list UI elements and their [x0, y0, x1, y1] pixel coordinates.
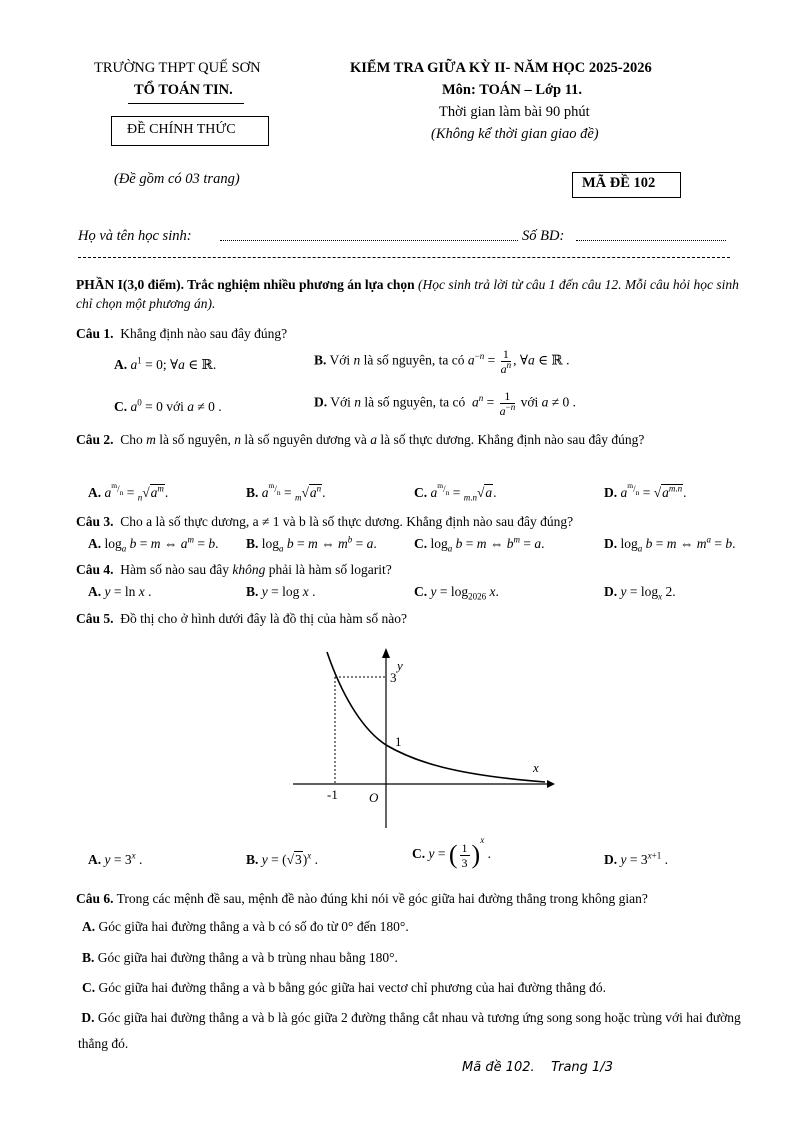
question-label: Câu 1. [76, 326, 114, 341]
question-1 [76, 324, 756, 343]
q5-option-d[interactable]: D. $y = 3^{x+1}$ . [604, 850, 668, 867]
option-text: Góc giữa hai đường thẳng a và b có số đo từ 0° đến 180°. [98, 919, 409, 934]
department-underline [128, 103, 244, 104]
question-5 [76, 609, 756, 628]
question-text: Cho a là số thực dương, a ≠ 1 và b là số thực dương. Khẳng định nào sau đây đúng? [120, 514, 574, 529]
tick-label-1: 1 [395, 734, 402, 749]
q1-option-a[interactable]: A. $a^1 = 0$; ∀a ∈ ℝ. [114, 355, 217, 372]
function-graph [285, 640, 565, 835]
sbd-dots [576, 240, 726, 241]
student-name-label: Họ và tên học sinh: [78, 228, 192, 244]
page-footer: Mã đề 102. Trang 1/3 [462, 1060, 613, 1075]
question-3 [76, 512, 756, 531]
q4-option-b[interactable]: B. y = log x . [246, 584, 316, 599]
q6-option-d[interactable]: D. Góc giữa hai đường thẳng a và b là góc giữa 2 đường thẳng cắt nhau và tương ứng song song hoặc trùng với hai đường thẳng đó. [78, 1010, 741, 1051]
question-4 [76, 560, 756, 579]
q2-option-b[interactable]: B. $a^{^m/_n} = _m√a^n$. [246, 480, 326, 503]
student-name-dots [220, 240, 518, 241]
q6-option-a[interactable]: A. Góc giữa hai đường thẳng a và b có số đo từ 0° đến 180°. [82, 919, 409, 934]
question-label: Câu 4. [76, 562, 114, 577]
q2-option-a[interactable]: A. $a^{^m/_n} = _n√a^m$. [88, 480, 169, 503]
exam-code: MÃ ĐỀ 102 [582, 175, 656, 191]
q6-option-b[interactable]: B. Góc giữa hai đường thẳng a và b trùng nhau bằng 180°. [82, 950, 398, 965]
question-6 [76, 889, 756, 908]
q5-option-c[interactable]: C. y = ( $\frac{1}{3}$ )$^x$ . [412, 835, 491, 870]
q6-option-c[interactable]: C. Góc giữa hai đường thẳng a và b bằng góc giữa hai vectơ chỉ phương của hai đường thẳng đó. [82, 980, 607, 995]
question-text: Khẳng định nào sau đây đúng? [120, 326, 288, 341]
y-axis-label: y [397, 658, 403, 673]
question-text: không [232, 562, 266, 577]
question-text: là số thực dương. Khẳng định nào sau đây đúng? [380, 432, 645, 447]
department-name: TỔ TOÁN TIN. [134, 82, 233, 98]
sbd-label: Số BD: [522, 228, 565, 244]
q1-option-b[interactable]: B. Với n là số nguyên, ta có $a^{-n}$ = $\frac{1}{a^n}$ , ∀a ∈ ℝ . [314, 347, 570, 376]
question-label: Câu 6. [76, 891, 114, 906]
option-text: Góc giữa hai đường thẳng a và b là góc giữa 2 đường thẳng cắt nhau và tương ứng song song hoặc trùng với hai đường thẳng đó. [78, 1010, 741, 1051]
question-text: phải là hàm số logarit? [268, 562, 392, 577]
option-text: Góc giữa hai đường thẳng a và b bằng góc giữa hai vectơ chỉ phương của hai đường thẳng đó. [98, 980, 607, 995]
q1-option-c[interactable]: C. $a^0 = 0$ với a ≠ 0 . [114, 397, 222, 414]
subject: Môn: TOÁN – Lớp 11. [442, 82, 583, 98]
separator-line [78, 257, 730, 258]
q2-option-c[interactable]: C. $a^{^m/_n} = _{m.n}√a$. [414, 480, 497, 503]
q1-option-d[interactable]: D. Với n là số nguyên, ta có $a^n$ = $\frac{1}{a^{-n}}$ với a ≠ 0 . [314, 389, 577, 418]
q4-option-c[interactable]: C. $y = \log_{2026} x$. [414, 584, 499, 602]
curve [327, 652, 545, 782]
pages-note: (Đề gồm có 03 trang) [114, 171, 240, 187]
q5-option-b[interactable]: B. $y = (√3)^x$ . [246, 850, 319, 867]
q5-option-a[interactable]: A. $y = 3^x$ . [88, 850, 143, 867]
official-label: ĐỀ CHÍNH THỨC [127, 122, 236, 137]
tick-label-neg1: -1 [327, 787, 338, 802]
x-axis-label: x [533, 760, 539, 775]
question-label: Câu 5. [76, 611, 114, 626]
x-axis-arrow [547, 780, 555, 788]
option-text: Góc giữa hai đường thẳng a và b trùng nhau bằng 180°. [97, 950, 398, 965]
q4-option-a[interactable]: A. y = ln x . [88, 584, 152, 599]
tick-label-3: 3 [390, 670, 397, 685]
exam-title: KIỂM TRA GIỮA KỲ II- NĂM HỌC 2025-2026 [350, 60, 652, 76]
question-text: là số nguyên dương và [244, 432, 367, 447]
q3-option-b[interactable]: B. $\log_a b = m$ ⇔ $m^b = a$. [246, 534, 377, 554]
q4-option-d[interactable]: D. $y = \log_x 2$. [604, 584, 676, 602]
q3-option-d[interactable]: D. $\log_a b = m$ ⇔ $m^a = b$. [604, 534, 736, 554]
q2-option-d[interactable]: D. $a^{^m/_n} = √a^{m.n}$. [604, 480, 687, 500]
question-text: Trong các mệnh đề sau, mệnh đề nào đúng khi nói về góc giữa hai đường thẳng trong không gian? [116, 891, 648, 906]
part1-heading [76, 275, 756, 313]
question-label: Câu 2. [76, 432, 114, 447]
part1-title: PHẦN I(3,0 điểm). Trắc nghiệm nhiều phương án lựa chọn [76, 277, 415, 292]
question-text: là số nguyên, [159, 432, 231, 447]
part1-note: (Học sinh trả lời từ câu 1 đến câu 12. Mỗi câu hỏi học sinh chỉ chọn một phương án). [76, 277, 739, 311]
question-text: Hàm số nào sau đây [120, 562, 229, 577]
school-name: TRƯỜNG THPT QUẾ SƠN [94, 60, 261, 76]
q3-option-c[interactable]: C. $\log_a b = m$ ⇔ $b^m = a$. [414, 534, 545, 554]
question-text: Đồ thị cho ở hình dưới đây là đồ thị của hàm số nào? [120, 611, 407, 626]
question-label: Câu 3. [76, 514, 114, 529]
duration: Thời gian làm bài 90 phút [439, 104, 590, 120]
question-text: Cho [120, 432, 143, 447]
origin-label: O [369, 790, 379, 805]
question-2: Câu 2. Cho m là số nguyên, n là số nguyên dương và a là số thực dương. Khẳng định nào sau đây đúng? [76, 432, 645, 447]
y-axis-arrow [382, 648, 390, 658]
duration-note: (Không kể thời gian giao đề) [431, 126, 599, 142]
q3-option-a[interactable]: A. $\log_a b = m$ ⇔ $a^m = b$. [88, 534, 219, 554]
